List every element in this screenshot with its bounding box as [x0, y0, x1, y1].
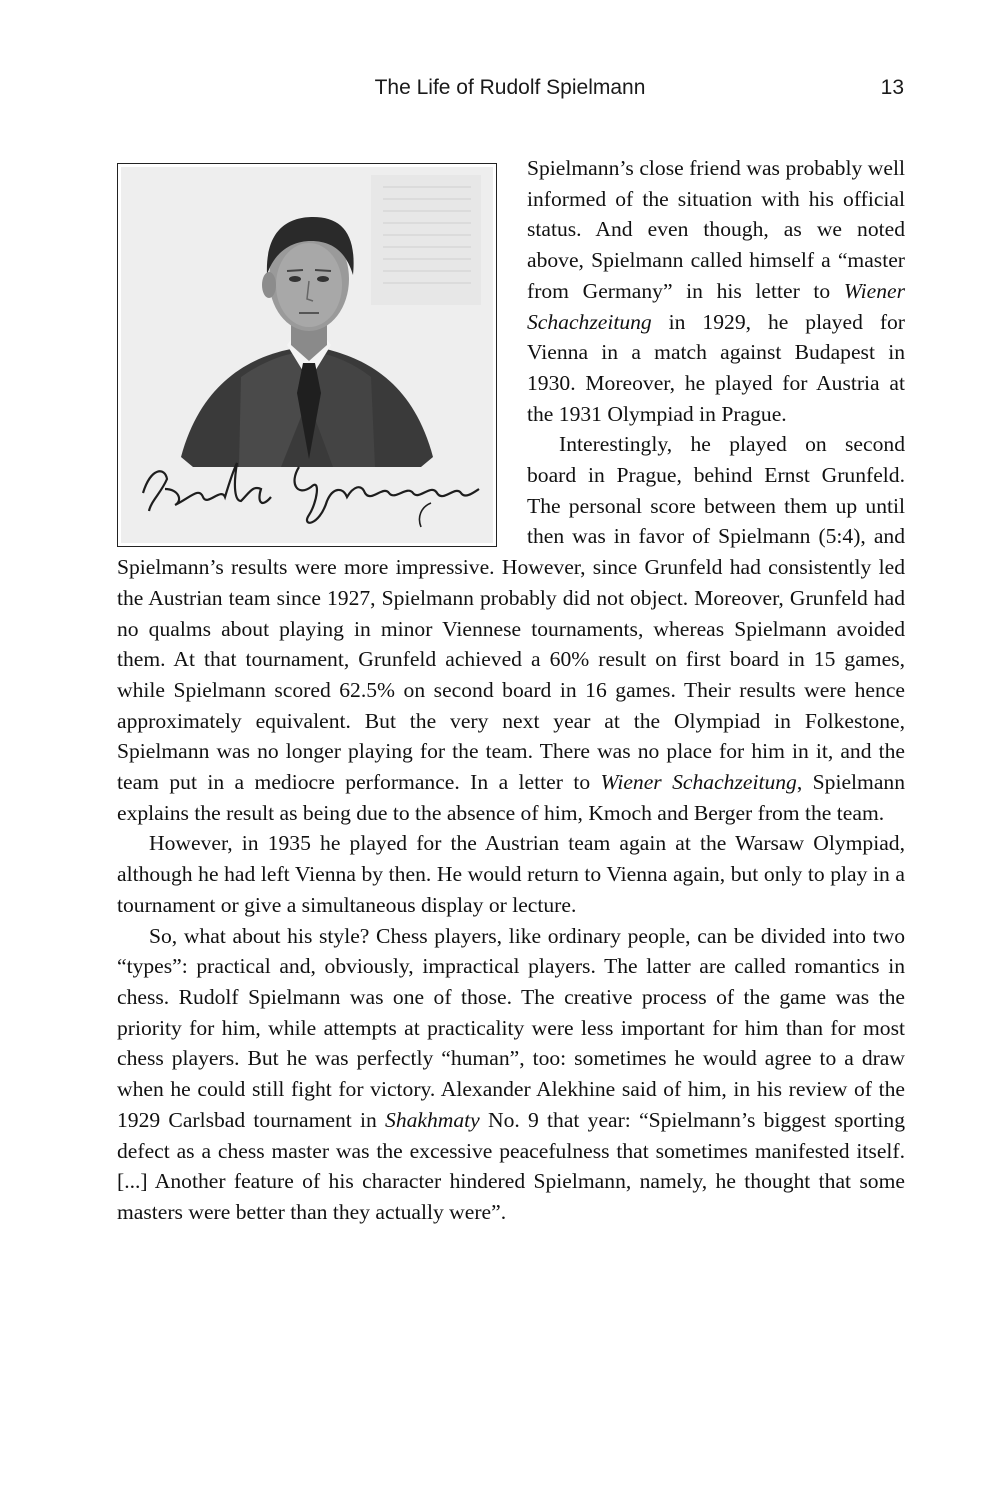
paragraph-2-text-a: Interestingly, he played on second board in Prague, behind Ernst Grunfeld. The personal score between them up until then was in favor of Spielmann (5:4), and Spielmann’s results were more impressive. However, since Grunfeld had consistently led the Austrian team since 1927, Spielmann probably did not object. Moreover, Grunfeld had no qualms about playing in minor Viennese tournaments, whereas Spielmann avoided them. At that tournament, Grunfeld achieved a 60% result on first board in 15 games, while Spielmann scored 62.5% on second board in 16 games. Their results were hence approximately equivalent. But the very next year at the Olympiad in Folkestone, Spielmann was no longer playing for the team. There was no place for him in it, and the team put in a mediocre performance. In a letter to: [117, 432, 905, 795]
paragraph-1-text-a: Spielmann’s close friend was probably well informed of the situation with his official status. And even though, as we noted above, Spielmann called himself a “master from Germany” in his letter to: [527, 156, 905, 303]
paragraph-4: [117, 921, 905, 1228]
portrait-illustration: [121, 167, 493, 543]
paragraph-4-italic: Shakhmaty: [385, 1107, 480, 1132]
paragraph-1-text-b: in 1929, he played for Vienna in a match against Budapest in 1930. Moreover, he played for Austria at the 1931 Olympiad in Prague.: [527, 309, 905, 426]
running-head: [0, 76, 1000, 106]
page-number: 13: [880, 76, 904, 99]
paragraph-2-text-b: , Spielmann explains the result as being due to the absence of him, Kmoch and Berger from the team.: [117, 770, 906, 825]
portrait-photo: [121, 167, 493, 543]
portrait-figure: [117, 163, 497, 547]
paragraph-3: [117, 828, 905, 920]
paragraph-4-text-b: No. 9 that year: “Spielmann’s biggest sporting defect as a chess master was the excessive peacefulness that sometimes manifested itself. [...] Another feature of his character hindered Spielmann, namely, he thought that some masters were better than they actually were”.: [117, 1107, 906, 1224]
paragraph-2-italic: Wiener Schachzeitung: [600, 770, 797, 795]
running-title: The Life of Rudolf Spielmann: [374, 76, 646, 99]
body-text: [117, 153, 905, 1228]
paragraph-3-text-a: However, in 1935 he played for the Austrian team again at the Warsaw Olympiad, although he had left Vienna by then. He would return to Vienna again, but only to play in a tournament or give a simultaneous display or lecture.: [117, 831, 905, 917]
paragraph-1-italic: Wiener Schachzeitung: [527, 278, 905, 334]
paragraph-4-text-a: So, what about his style? Chess players, like ordinary people, can be divided into two “types”: practical and, obviously, impractical players. The latter are called romantics in chess. Rudolf Spielmann was one of those. The creative process of the game was the priority for him, while attempts at practicality were less important for him than for most chess players. But he was perfectly “human”, too: sometimes he would agree to a draw when he could still fight for victory. Alexander Alekhine said of him, in his review of the 1929 Carlsbad tournament in: [117, 923, 905, 1132]
